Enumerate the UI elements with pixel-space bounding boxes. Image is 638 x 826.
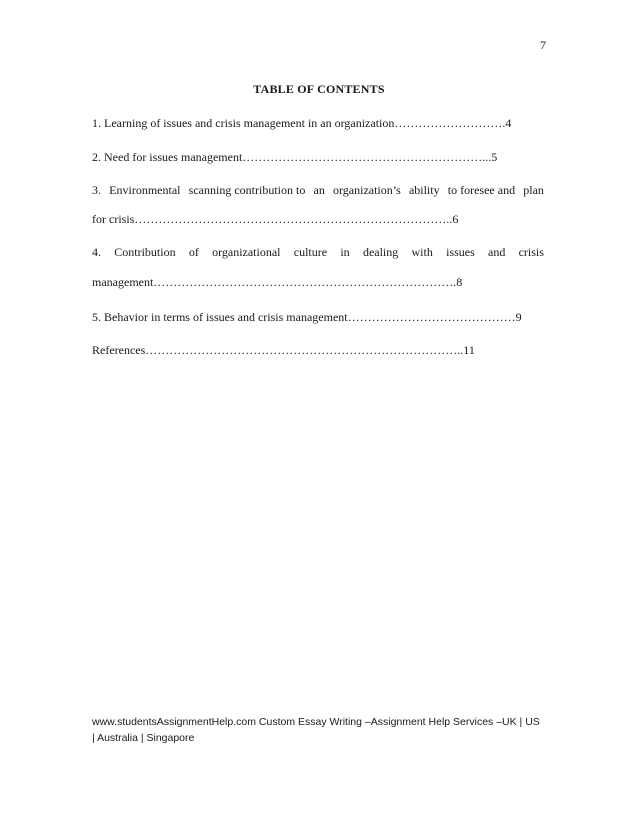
toc-word: culture xyxy=(293,245,328,259)
toc-word: and xyxy=(488,245,506,259)
toc-entry-1: 1. Learning of issues and crisis management in an organization……………………….4 xyxy=(92,116,512,130)
footer-line-1: www.studentsAssignmentHelp.com Custom Essay Writing –Assignment Help Services –UK | US xyxy=(92,716,540,728)
toc-word: issues xyxy=(446,245,475,259)
toc-word: to foresee and xyxy=(447,183,516,197)
toc-word: Contribution xyxy=(114,245,176,259)
page-footer xyxy=(92,714,552,746)
toc-word: organizational xyxy=(212,245,281,259)
footer-line-2: | Australia | Singapore xyxy=(92,732,195,744)
toc-title: TABLE OF CONTENTS xyxy=(253,82,385,96)
toc-entry-references: References……………………………………………………………………..11 xyxy=(92,343,475,357)
toc-word: Environmental xyxy=(109,183,181,197)
toc-entry-5: 5. Behavior in terms of issues and crisis management……………………………………9 xyxy=(92,310,522,324)
toc-word: organization’s xyxy=(333,183,401,197)
toc-word: in xyxy=(340,245,350,259)
toc-word: crisis xyxy=(518,245,544,259)
page-number: 7 xyxy=(540,38,546,52)
toc-entry-4-line2: management………………………………………………………………….8 xyxy=(92,275,463,289)
toc-entry-3-line1 xyxy=(92,183,544,198)
toc-word: plan xyxy=(523,183,544,197)
toc-word: 4. xyxy=(92,245,101,259)
toc-entry-2: 2. Need for issues management……………………………………………………...5 xyxy=(92,150,498,164)
toc-word: scanning contribution to xyxy=(188,183,306,197)
toc-word: ability xyxy=(408,183,440,197)
toc-word: dealing xyxy=(362,245,399,259)
toc-word: of xyxy=(188,245,199,259)
toc-word: with xyxy=(411,245,433,259)
toc-word: an xyxy=(313,183,325,197)
toc-word: 3. xyxy=(92,183,101,197)
toc-entry-3-line2: for crisis……………………………………………………………………..6 xyxy=(92,212,459,226)
toc-entry-4-line1 xyxy=(92,245,544,260)
